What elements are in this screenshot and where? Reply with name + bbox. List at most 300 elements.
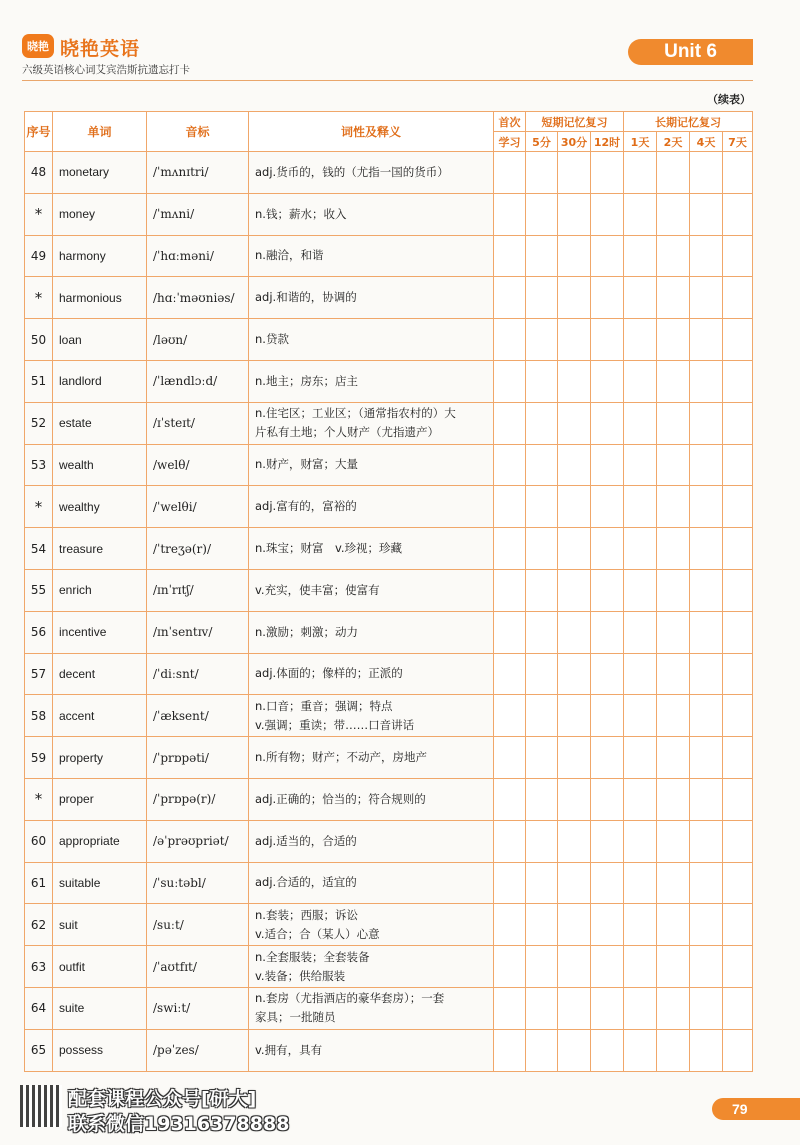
- checkbox-cell[interactable]: [526, 904, 558, 946]
- checkbox-cell[interactable]: [723, 653, 753, 695]
- checkbox-cell[interactable]: [526, 444, 558, 486]
- row-number: 62: [25, 904, 53, 946]
- checkbox-cell[interactable]: [723, 946, 753, 988]
- table-row: [25, 653, 753, 695]
- row-word: harmony: [53, 235, 147, 277]
- checkbox-cell[interactable]: [657, 778, 690, 820]
- checkbox-cell[interactable]: [723, 277, 753, 319]
- table-row: [25, 778, 753, 820]
- checkbox-cell[interactable]: [657, 611, 690, 653]
- row-phonetic: /ˈaʊtfɪt/: [147, 946, 249, 988]
- meaning-line: v.强调；重读；带……口音讲话: [255, 717, 415, 732]
- row-word: harmonious: [53, 277, 147, 319]
- meaning-line: n.口音；重音；强调；特点: [255, 698, 393, 713]
- checkbox-cell[interactable]: [690, 152, 723, 194]
- row-phonetic: /suːt/: [147, 904, 249, 946]
- checkbox-cell[interactable]: [723, 778, 753, 820]
- checkbox-cell[interactable]: [558, 277, 591, 319]
- row-number: 51: [25, 360, 53, 402]
- row-meaning: [249, 778, 494, 820]
- checkbox-cell[interactable]: [526, 862, 558, 904]
- checkbox-cell[interactable]: [723, 193, 753, 235]
- row-phonetic: /ˈmʌni/: [147, 193, 249, 235]
- checkbox-cell[interactable]: [558, 360, 591, 402]
- checkbox-cell[interactable]: [723, 319, 753, 361]
- checkbox-cell[interactable]: [657, 528, 690, 570]
- checkbox-cell[interactable]: [526, 1029, 558, 1071]
- checkbox-cell[interactable]: [526, 277, 558, 319]
- table-row: [25, 1029, 753, 1071]
- checkbox-cell[interactable]: [657, 277, 690, 319]
- checkbox-cell[interactable]: [591, 653, 624, 695]
- row-phonetic: /swiːt/: [147, 987, 249, 1029]
- meaning-line: n.财产，财富；大量: [255, 457, 358, 472]
- checkbox-cell[interactable]: [690, 319, 723, 361]
- checkbox-cell[interactable]: [591, 444, 624, 486]
- table-row: [25, 444, 753, 486]
- checkbox-cell[interactable]: [690, 611, 723, 653]
- checkbox-cell[interactable]: [624, 695, 657, 737]
- header-short-term: 短期记忆复习: [526, 112, 624, 132]
- checkbox-cell[interactable]: [657, 987, 690, 1029]
- checkbox-cell[interactable]: [657, 695, 690, 737]
- checkbox-cell[interactable]: [526, 987, 558, 1029]
- checkbox-cell[interactable]: [723, 611, 753, 653]
- checkbox-cell[interactable]: [591, 402, 624, 444]
- row-meaning: [249, 737, 494, 779]
- row-number: 48: [25, 152, 53, 194]
- checkbox-cell[interactable]: [494, 653, 526, 695]
- checkbox-cell[interactable]: [494, 193, 526, 235]
- checkbox-cell[interactable]: [657, 946, 690, 988]
- row-number: 61: [25, 862, 53, 904]
- header-short-col: 30分: [558, 132, 591, 152]
- checkbox-cell[interactable]: [624, 486, 657, 528]
- row-meaning: [249, 862, 494, 904]
- checkbox-cell[interactable]: [591, 235, 624, 277]
- logo-text: 晓艳: [27, 40, 49, 53]
- row-phonetic: /hɑːˈməʊniəs/: [147, 277, 249, 319]
- checkbox-cell[interactable]: [526, 778, 558, 820]
- checkbox-cell[interactable]: [624, 444, 657, 486]
- checkbox-cell[interactable]: [690, 862, 723, 904]
- checkbox-cell[interactable]: [624, 360, 657, 402]
- row-word: decent: [53, 653, 147, 695]
- checkbox-cell[interactable]: [558, 235, 591, 277]
- checkbox-cell[interactable]: [558, 402, 591, 444]
- checkbox-cell[interactable]: [591, 360, 624, 402]
- checkbox-cell[interactable]: [558, 695, 591, 737]
- checkbox-cell[interactable]: [526, 360, 558, 402]
- checkbox-cell[interactable]: [723, 862, 753, 904]
- checkbox-cell[interactable]: [494, 1029, 526, 1071]
- checkbox-cell[interactable]: [591, 1029, 624, 1071]
- checkbox-cell[interactable]: [526, 152, 558, 194]
- checkbox-cell[interactable]: [526, 737, 558, 779]
- checkbox-cell[interactable]: [723, 737, 753, 779]
- checkbox-cell[interactable]: [723, 1029, 753, 1071]
- checkbox-cell[interactable]: [657, 737, 690, 779]
- row-word: suitable: [53, 862, 147, 904]
- meaning-line: v.装备；供给服装: [255, 968, 346, 983]
- checkbox-cell[interactable]: [624, 528, 657, 570]
- meaning-line: n.套装；西服；诉讼: [255, 907, 358, 922]
- row-meaning: [249, 152, 494, 194]
- checkbox-cell[interactable]: [690, 778, 723, 820]
- checkbox-cell[interactable]: [657, 1029, 690, 1071]
- table-row: [25, 987, 753, 1029]
- checkbox-cell[interactable]: [526, 653, 558, 695]
- checkbox-cell[interactable]: [657, 569, 690, 611]
- header-first: 首次: [494, 112, 526, 132]
- checkbox-cell[interactable]: [624, 778, 657, 820]
- checkbox-cell[interactable]: [494, 319, 526, 361]
- unit-badge: Unit 6: [628, 39, 753, 65]
- checkbox-cell[interactable]: [558, 193, 591, 235]
- checkbox-cell[interactable]: [591, 319, 624, 361]
- row-number: 65: [25, 1029, 53, 1071]
- checkbox-cell[interactable]: [657, 653, 690, 695]
- row-phonetic: /pəˈzes/: [147, 1029, 249, 1071]
- row-phonetic: /ˈmʌnɪtri/: [147, 152, 249, 194]
- checkbox-cell[interactable]: [624, 235, 657, 277]
- checkbox-cell[interactable]: [558, 486, 591, 528]
- checkbox-cell[interactable]: [558, 569, 591, 611]
- row-number: 56: [25, 611, 53, 653]
- checkbox-cell[interactable]: [558, 444, 591, 486]
- meaning-line: n.套房（尤指酒店的豪华套房）；一套: [255, 991, 445, 1006]
- meaning-line: n.住宅区；工业区；（通常指农村的）大: [255, 406, 456, 421]
- row-meaning: [249, 611, 494, 653]
- row-number: 58: [25, 695, 53, 737]
- checkbox-cell[interactable]: [526, 611, 558, 653]
- checkbox-cell[interactable]: [657, 862, 690, 904]
- checkbox-cell[interactable]: [690, 402, 723, 444]
- checkbox-cell[interactable]: [558, 611, 591, 653]
- checkbox-cell[interactable]: [494, 737, 526, 779]
- row-number: 54: [25, 528, 53, 570]
- checkbox-cell[interactable]: [526, 946, 558, 988]
- checkbox-cell[interactable]: [723, 528, 753, 570]
- table-row: [25, 737, 753, 779]
- checkbox-cell[interactable]: [494, 360, 526, 402]
- row-meaning: [249, 486, 494, 528]
- checkbox-cell[interactable]: [723, 820, 753, 862]
- checkbox-cell[interactable]: [591, 486, 624, 528]
- header-long-col: 4天: [690, 132, 723, 152]
- table-row: [25, 569, 753, 611]
- row-number: *: [25, 193, 53, 235]
- checkbox-cell[interactable]: [494, 486, 526, 528]
- checkbox-cell[interactable]: [494, 444, 526, 486]
- row-meaning: [249, 946, 494, 988]
- checkbox-cell[interactable]: [624, 653, 657, 695]
- row-number: 49: [25, 235, 53, 277]
- table-row: [25, 695, 753, 737]
- checkbox-cell[interactable]: [558, 820, 591, 862]
- checkbox-cell[interactable]: [494, 778, 526, 820]
- checkbox-cell[interactable]: [690, 904, 723, 946]
- row-phonetic: /ˈsuːtəbl/: [147, 862, 249, 904]
- row-word: property: [53, 737, 147, 779]
- checkbox-cell[interactable]: [723, 987, 753, 1029]
- checkbox-cell[interactable]: [690, 528, 723, 570]
- checkbox-cell[interactable]: [723, 569, 753, 611]
- checkbox-cell[interactable]: [690, 193, 723, 235]
- checkbox-cell[interactable]: [558, 987, 591, 1029]
- meaning-line: 片私有土地；个人财产（尤指遗产）: [255, 425, 439, 440]
- meaning-line: n.融洽，和谐: [255, 248, 324, 263]
- row-meaning: [249, 402, 494, 444]
- row-phonetic: /ˈæksent/: [147, 695, 249, 737]
- checkbox-cell[interactable]: [690, 569, 723, 611]
- checkbox-cell[interactable]: [526, 193, 558, 235]
- row-phonetic: /ˈprɒpəti/: [147, 737, 249, 779]
- table-row: [25, 862, 753, 904]
- meaning-line: v.适合；合（某人）心意: [255, 926, 380, 941]
- continued-label: （续表）: [707, 93, 751, 106]
- checkbox-cell[interactable]: [494, 152, 526, 194]
- checkbox-cell[interactable]: [690, 444, 723, 486]
- checkbox-cell[interactable]: [591, 737, 624, 779]
- checkbox-cell[interactable]: [723, 235, 753, 277]
- row-number: 53: [25, 444, 53, 486]
- checkbox-cell[interactable]: [494, 904, 526, 946]
- checkbox-cell[interactable]: [624, 1029, 657, 1071]
- table-row: [25, 611, 753, 653]
- row-phonetic: /ləʊn/: [147, 319, 249, 361]
- checkbox-cell[interactable]: [591, 277, 624, 319]
- meaning-line: n.激励；刺激；动力: [255, 624, 358, 639]
- row-phonetic: /ˈtreʒə(r)/: [147, 528, 249, 570]
- table-row: [25, 904, 753, 946]
- checkbox-cell[interactable]: [558, 862, 591, 904]
- checkbox-cell[interactable]: [526, 402, 558, 444]
- vocab-table: [24, 111, 753, 1072]
- checkbox-cell[interactable]: [591, 152, 624, 194]
- header-meaning: 词性及释义: [249, 112, 494, 152]
- header-no: 序号: [25, 112, 53, 152]
- checkbox-cell[interactable]: [690, 1029, 723, 1071]
- header-phonetic: 音标: [147, 112, 249, 152]
- header-short-col: 5分: [526, 132, 558, 152]
- checkbox-cell[interactable]: [558, 1029, 591, 1071]
- meaning-line: n.珠宝；财富 v.珍视；珍藏: [255, 541, 403, 556]
- checkbox-cell[interactable]: [494, 611, 526, 653]
- row-phonetic: /ɪnˈrɪtʃ/: [147, 569, 249, 611]
- checkbox-cell[interactable]: [690, 277, 723, 319]
- checkbox-cell[interactable]: [624, 611, 657, 653]
- checkbox-cell[interactable]: [494, 277, 526, 319]
- meaning-line: adj.适当的，合适的: [255, 833, 357, 848]
- row-phonetic: /əˈprəʊpriət/: [147, 820, 249, 862]
- checkbox-cell[interactable]: [624, 987, 657, 1029]
- row-meaning: [249, 193, 494, 235]
- promo-line-2: 联系微信19316378888: [68, 1113, 290, 1135]
- checkbox-cell[interactable]: [558, 904, 591, 946]
- checkbox-cell[interactable]: [526, 820, 558, 862]
- checkbox-cell[interactable]: [591, 695, 624, 737]
- checkbox-cell[interactable]: [657, 235, 690, 277]
- row-word: proper: [53, 778, 147, 820]
- header-long-term: 长期记忆复习: [624, 112, 753, 132]
- table-row: [25, 946, 753, 988]
- checkbox-cell[interactable]: [526, 486, 558, 528]
- checkbox-cell[interactable]: [723, 444, 753, 486]
- table-row: [25, 152, 753, 194]
- header-word: 单词: [53, 112, 147, 152]
- checkbox-cell[interactable]: [494, 820, 526, 862]
- row-meaning: [249, 987, 494, 1029]
- checkbox-cell[interactable]: [624, 402, 657, 444]
- checkbox-cell[interactable]: [494, 862, 526, 904]
- meaning-line: v.充实，使丰富；使富有: [255, 582, 380, 597]
- checkbox-cell[interactable]: [723, 152, 753, 194]
- checkbox-cell[interactable]: [624, 904, 657, 946]
- checkbox-cell[interactable]: [690, 946, 723, 988]
- checkbox-cell[interactable]: [690, 737, 723, 779]
- table-row: [25, 528, 753, 570]
- checkbox-cell[interactable]: [558, 946, 591, 988]
- brand-logo: [22, 34, 54, 58]
- table-row: [25, 235, 753, 277]
- checkbox-cell[interactable]: [591, 528, 624, 570]
- checkbox-cell[interactable]: [690, 653, 723, 695]
- row-meaning: [249, 319, 494, 361]
- checkbox-cell[interactable]: [657, 152, 690, 194]
- checkbox-cell[interactable]: [657, 444, 690, 486]
- checkbox-cell[interactable]: [624, 737, 657, 779]
- checkbox-cell[interactable]: [558, 528, 591, 570]
- checkbox-cell[interactable]: [723, 486, 753, 528]
- checkbox-cell[interactable]: [624, 946, 657, 988]
- checkbox-cell[interactable]: [624, 862, 657, 904]
- checkbox-cell[interactable]: [526, 319, 558, 361]
- row-word: wealth: [53, 444, 147, 486]
- checkbox-cell[interactable]: [657, 486, 690, 528]
- checkbox-cell[interactable]: [624, 319, 657, 361]
- checkbox-cell[interactable]: [624, 569, 657, 611]
- checkbox-cell[interactable]: [494, 987, 526, 1029]
- checkbox-cell[interactable]: [591, 904, 624, 946]
- header-short-col: 12时: [591, 132, 624, 152]
- checkbox-cell[interactable]: [690, 820, 723, 862]
- row-number: 60: [25, 820, 53, 862]
- checkbox-cell[interactable]: [526, 528, 558, 570]
- row-word: loan: [53, 319, 147, 361]
- table-row: [25, 360, 753, 402]
- meaning-line: n.所有物；财产；不动产，房地产: [255, 750, 427, 765]
- checkbox-cell[interactable]: [591, 778, 624, 820]
- checkbox-cell[interactable]: [690, 235, 723, 277]
- checkbox-cell[interactable]: [526, 695, 558, 737]
- checkbox-cell[interactable]: [657, 319, 690, 361]
- checkbox-cell[interactable]: [558, 152, 591, 194]
- meaning-line: 家具；一批随员: [255, 1010, 336, 1025]
- row-word: outfit: [53, 946, 147, 988]
- checkbox-cell[interactable]: [494, 235, 526, 277]
- header-long-col: 7天: [723, 132, 753, 152]
- row-word: suit: [53, 904, 147, 946]
- row-meaning: [249, 653, 494, 695]
- checkbox-cell[interactable]: [624, 152, 657, 194]
- header-long-col: 2天: [657, 132, 690, 152]
- checkbox-cell[interactable]: [591, 987, 624, 1029]
- checkbox-cell[interactable]: [526, 569, 558, 611]
- checkbox-cell[interactable]: [690, 486, 723, 528]
- checkbox-cell[interactable]: [494, 946, 526, 988]
- page-number: 79: [712, 1098, 800, 1120]
- checkbox-cell[interactable]: [723, 695, 753, 737]
- meaning-line: adj.和谐的，协调的: [255, 290, 357, 305]
- checkbox-cell[interactable]: [591, 946, 624, 988]
- checkbox-cell[interactable]: [591, 611, 624, 653]
- checkbox-cell[interactable]: [591, 193, 624, 235]
- header-first-sub: 学习: [494, 132, 526, 152]
- row-phonetic: /ɪnˈsentɪv/: [147, 611, 249, 653]
- header-divider: [22, 80, 753, 81]
- checkbox-cell[interactable]: [494, 569, 526, 611]
- checkbox-cell[interactable]: [723, 402, 753, 444]
- checkbox-cell[interactable]: [494, 528, 526, 570]
- checkbox-cell[interactable]: [657, 904, 690, 946]
- checkbox-cell[interactable]: [558, 778, 591, 820]
- table-row: [25, 193, 753, 235]
- checkbox-cell[interactable]: [690, 695, 723, 737]
- checkbox-cell[interactable]: [526, 235, 558, 277]
- table-row: [25, 820, 753, 862]
- checkbox-cell[interactable]: [558, 319, 591, 361]
- checkbox-cell[interactable]: [657, 402, 690, 444]
- checkbox-cell[interactable]: [558, 653, 591, 695]
- checkbox-cell[interactable]: [558, 737, 591, 779]
- checkbox-cell[interactable]: [591, 862, 624, 904]
- meaning-line: v.拥有，具有: [255, 1042, 323, 1057]
- row-word: incentive: [53, 611, 147, 653]
- row-meaning: [249, 235, 494, 277]
- checkbox-cell[interactable]: [657, 193, 690, 235]
- book-subtitle: 六级英语核心词艾宾浩斯抗遗忘打卡: [22, 64, 190, 76]
- checkbox-cell[interactable]: [690, 360, 723, 402]
- checkbox-cell[interactable]: [723, 904, 753, 946]
- row-phonetic: /ˈprɒpə(r)/: [147, 778, 249, 820]
- row-phonetic: /ˈdiːsnt/: [147, 653, 249, 695]
- meaning-line: adj.合适的，适宜的: [255, 875, 357, 890]
- header-long-col: 1天: [624, 132, 657, 152]
- checkbox-cell[interactable]: [657, 360, 690, 402]
- meaning-line: n.钱；薪水；收入: [255, 206, 347, 221]
- checkbox-cell[interactable]: [494, 695, 526, 737]
- row-number: *: [25, 486, 53, 528]
- checkbox-cell[interactable]: [624, 820, 657, 862]
- qr-code: [20, 1085, 62, 1127]
- row-meaning: [249, 695, 494, 737]
- meaning-line: adj.货币的，钱的（尤指一国的货币）: [255, 164, 449, 179]
- checkbox-cell[interactable]: [624, 277, 657, 319]
- meaning-line: adj.富有的，富裕的: [255, 499, 357, 514]
- table-row: [25, 486, 753, 528]
- meaning-line: adj.体面的；像样的；正派的: [255, 666, 403, 681]
- checkbox-cell[interactable]: [494, 402, 526, 444]
- checkbox-cell[interactable]: [690, 987, 723, 1029]
- checkbox-cell[interactable]: [591, 820, 624, 862]
- row-meaning: [249, 444, 494, 486]
- checkbox-cell[interactable]: [723, 360, 753, 402]
- checkbox-cell[interactable]: [657, 820, 690, 862]
- table-row: [25, 402, 753, 444]
- checkbox-cell[interactable]: [624, 193, 657, 235]
- checkbox-cell[interactable]: [591, 569, 624, 611]
